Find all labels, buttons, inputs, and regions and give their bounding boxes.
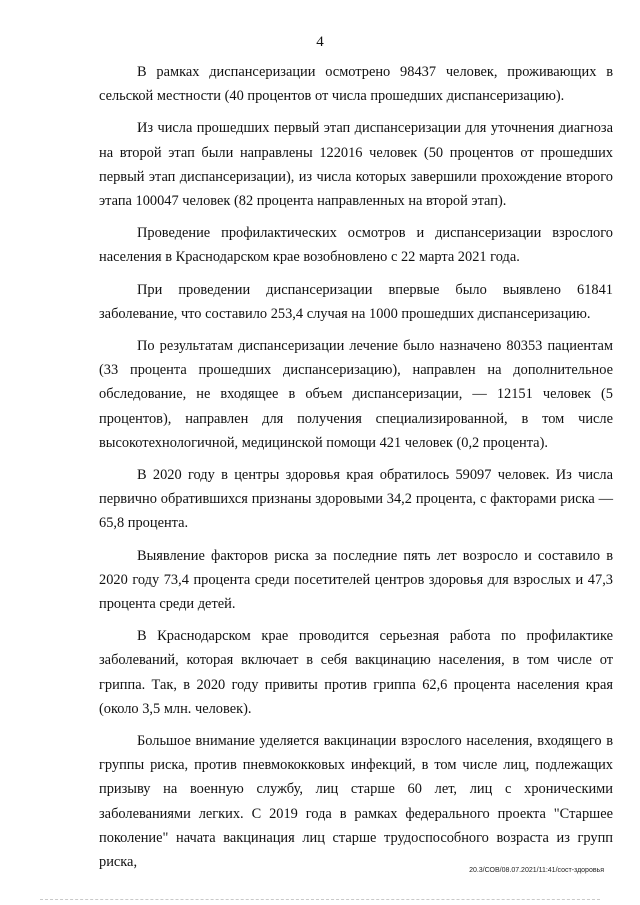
paragraph-resumed: Проведение профилактических осмотров и диспансеризации взрослого населения в Краснодарском крае возобновлено с 22 марта 2021 года. <box>99 225 613 266</box>
document-footer-code: 20.3/СОВ/08.07.2021/11:41/сост-здоровья <box>469 867 604 874</box>
scan-edge-divider <box>40 899 600 903</box>
paragraph-rural-examined: В рамках диспансеризации осмотрено 98437 человек, проживающих в сельской местности (40 процентов от числа прошедших диспансеризацию). <box>99 64 613 105</box>
document-body <box>99 60 613 882</box>
paragraph-treatment-results: По результатам диспансеризации лечение было назначено 80353 пациентам (33 процента прошедших диспансеризацию), направлен на дополнительное обследование, не входящее в объем диспансеризации, — 12151 человек (5 процентов), направлен для получения специализированной, в том числе высокотехнологичной, медицинской помощи 421 человек (0,2 процента). <box>99 338 613 451</box>
paragraph-diseases-detected: При проведении диспансеризации впервые было выявлено 61841 заболевание, что составило 253,4 случая на 1000 прошедших диспансеризацию. <box>99 281 613 322</box>
paragraph-risk-factors: Выявление факторов риска за последние пять лет возросло и составило в 2020 году 73,4 процента среди посетителей центров здоровья для взрослых и 47,3 процента среди детей. <box>99 547 613 613</box>
paragraph-flu-vaccination: В Краснодарском крае проводится серьезная работа по профилактике заболеваний, которая включает в себя вакцинацию населения, в том числе от гриппа. Так, в 2020 году привиты против гриппа 62,6 процента населения края (около 3,5 млн. человек). <box>99 628 613 717</box>
paragraph-pneumococcal-vaccination: Большое внимание уделяется вакцинации взрослого населения, входящего в группы риска, против пневмококковых инфекций, в том числе лиц, подлежащих призыву на военную службу, лиц старше 60 лет, лиц с хроническими заболеваниями легких. С 2019 года в рамках федерального проекта "Старшее поколение" начата вакцинация лиц старше трудоспособного возраста из групп риска, <box>99 733 613 871</box>
paragraph-health-centers: В 2020 году в центры здоровья края обратилось 59097 человек. Из числа первично обратившихся признаны здоровыми 34,2 процента, с факторами риска — 65,8 процента. <box>99 467 613 532</box>
paragraph-second-stage: Из числа прошедших первый этап диспансеризации для уточнения диагноза на второй этап были направлены 122016 человек (50 процентов от прошедших первый этап диспансеризации), из числа которых завершили прохождение второго этапа 100047 человек (82 процента направленных на второй этап). <box>99 120 613 210</box>
page-number: 4 <box>316 34 324 50</box>
